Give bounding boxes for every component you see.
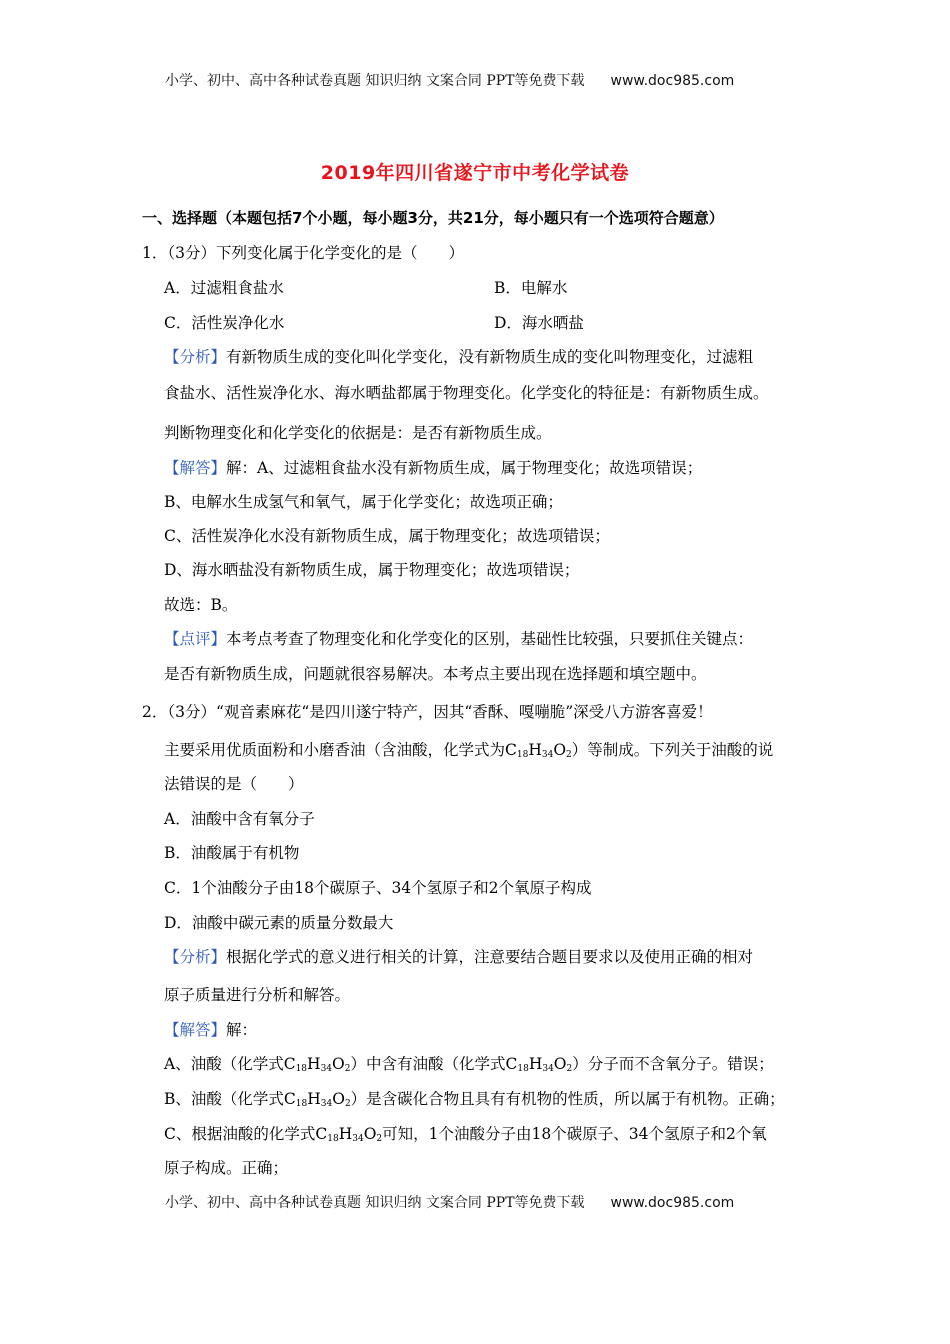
q2-stem-line2: 主要采用优质面粉和小磨香油（含油酸，化学式为$C_{18}H_{34}O_2$）等制成。下列关于油酸的说 [164, 741, 774, 760]
page-title: 2019年四川省遂宁市中考化学试卷 [320, 162, 630, 184]
formula: $C_{18}H_{34}O_2$ [505, 1055, 573, 1074]
q2-answer: 【解答】解： [164, 1021, 258, 1039]
q2-answer-a: A、油酸（化学式$C_{18}H_{34}O_2$）中含有油酸（化学式$C_{18}H_{34}O_2$）分子而不含氧分子。错误； [164, 1055, 774, 1074]
header-text: 小学、初中、高中各种试卷真题 知识归纳 文案合同 PPT等免费下载 [165, 73, 585, 89]
answer-tag: 【解答】 [164, 1021, 227, 1039]
q2-answer-c: C、根据油酸的化学式$C_{18}H_{34}O_2$可知，1个油酸分子由18个碳原子、34个氢原子和2个氧 [164, 1125, 767, 1144]
q2-option-d: D．油酸中碳元素的质量分数最大 [164, 914, 394, 932]
q2-answer-c-line2: 原子构成。正确； [164, 1159, 289, 1177]
page-header [165, 70, 734, 90]
q1-answer-c: C、活性炭净化水没有新物质生成，属于物理变化；故选项错误； [164, 527, 610, 545]
formula: $C_{18}H_{34}O_2$ [315, 1125, 383, 1144]
q1-analysis: 【分析】有新物质生成的变化叫化学变化，没有新物质生成的变化叫物理变化，过滤粗 [164, 348, 754, 366]
q1-analysis-line2: 食盐水、活性炭净化水、海水晒盐都属于物理变化。化学变化的特征是：有新物质生成。 [164, 384, 769, 402]
formula: $C_{18}H_{34}O_2$ [283, 1090, 351, 1109]
header-url[interactable]: www.doc985.com [610, 73, 735, 89]
q2-analysis-line2: 原子质量进行分析和解答。 [164, 986, 351, 1004]
analysis-tag: 【分析】 [164, 348, 227, 366]
q2-answer-b: B、油酸（化学式$C_{18}H_{34}O_2$）是含碳化合物且具有有机物的性质，所以属于有机物。正确； [164, 1090, 785, 1109]
q1-answer: 【解答】解：A、过滤粗食盐水没有新物质生成，属于物理变化；故选项错误； [164, 459, 703, 477]
footer-text: 小学、初中、高中各种试卷真题 知识归纳 文案合同 PPT等免费下载 [165, 1195, 585, 1211]
q1-stem: 1．（3分）下列变化属于化学变化的是（ ） [142, 244, 464, 262]
q1-comment: 【点评】本考点考查了物理变化和化学变化的区别，基础性比较强，只要抓住关键点： [164, 630, 754, 648]
q2-option-c: C．1个油酸分子由18个碳原子、34个氢原子和2个氧原子构成 [164, 879, 592, 897]
q2-analysis: 【分析】根据化学式的意义进行相关的计算，注意要结合题目要求以及使用正确的相对 [164, 948, 754, 966]
comment-tag: 【点评】 [164, 630, 227, 648]
formula: $C_{18}H_{34}O_2$ [283, 1055, 351, 1074]
q1-option-b: B．电解水 [494, 279, 568, 297]
q2-stem: 2．（3分）“观音素麻花“是四川遂宁特产，因其“香酥、嘎嘣脆”深受八方游客喜爱！ [142, 703, 713, 721]
q1-answer-choice: 故选：B。 [164, 596, 238, 614]
analysis-tag: 【分析】 [164, 948, 227, 966]
q1-option-a: A．过滤粗食盐水 [164, 279, 284, 297]
answer-tag: 【解答】 [164, 459, 227, 477]
q1-answer-b: B、电解水生成氢气和氧气，属于化学变化；故选项正确； [164, 493, 563, 511]
q2-stem-line3: 法错误的是（ ） [164, 775, 304, 793]
oleic-acid-formula: $C_{18}H_{34}O_2$ [505, 741, 572, 760]
q1-answer-d: D、海水晒盐没有新物质生成，属于物理变化；故选项错误； [164, 561, 580, 579]
q1-option-c: C．活性炭净化水 [164, 314, 285, 332]
q2-option-a: A．油酸中含有氧分子 [164, 810, 315, 828]
q1-option-d: D．海水晒盐 [494, 314, 584, 332]
section-heading: 一、选择题（本题包括7个小题，每小题3分，共21分，每小题只有一个选项符合题意） [142, 209, 724, 227]
q1-analysis-line3: 判断物理变化和化学变化的依据是：是否有新物质生成。 [164, 424, 552, 442]
q2-option-b: B．油酸属于有机物 [164, 844, 300, 862]
q1-comment-line2: 是否有新物质生成，问题就很容易解决。本考点主要出现在选择题和填空题中。 [164, 665, 707, 683]
footer-url[interactable]: www.doc985.com [610, 1195, 735, 1211]
page-footer [165, 1192, 734, 1212]
